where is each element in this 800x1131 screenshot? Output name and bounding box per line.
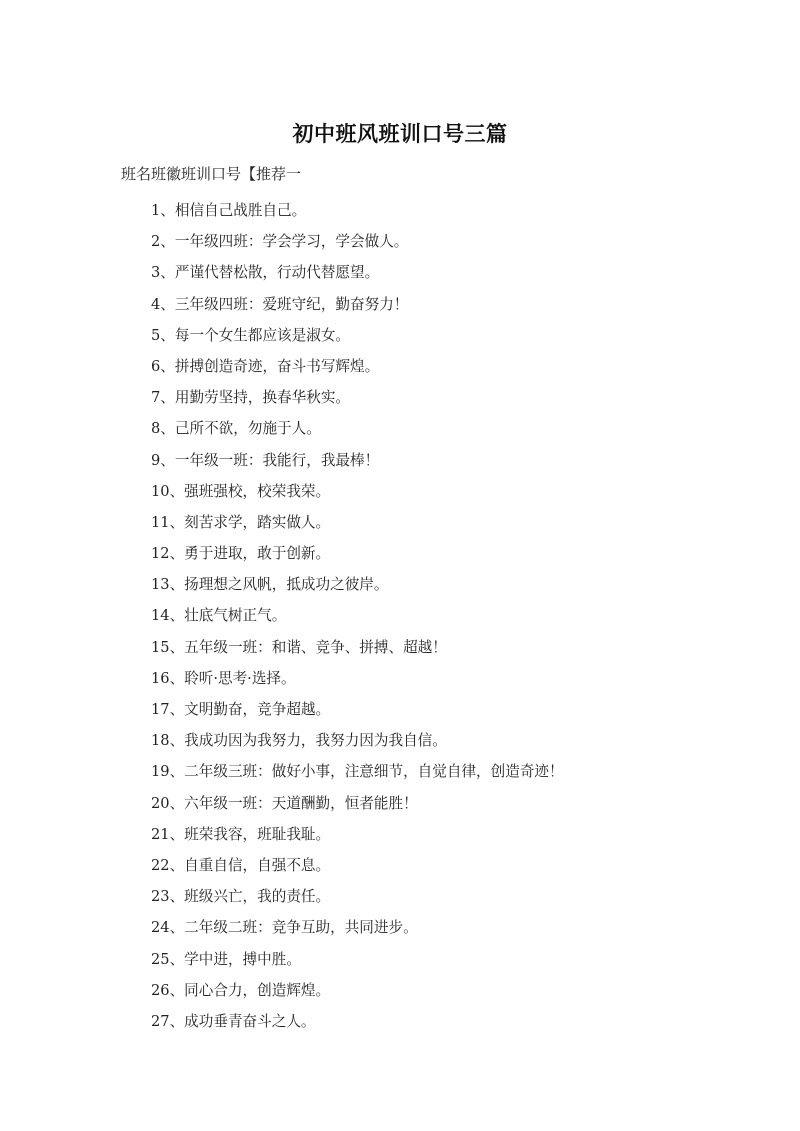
- list-item: 12、勇于进取，敢于创新。: [151, 545, 331, 563]
- list-item: 26、同心合力，创造辉煌。: [151, 981, 331, 999]
- list-item: 15、五年级一班：和谐、竞争、拼搏、超越！: [151, 638, 447, 656]
- document-title: 初中班风班训口号三篇: [292, 122, 508, 146]
- list-item: 24、二年级二班：竞争互助，共同进步。: [151, 919, 418, 937]
- list-item: 6、拼搏创造奇迹，奋斗书写辉煌。: [151, 357, 380, 375]
- list-item: 21、班荣我容，班耻我耻。: [151, 825, 331, 843]
- list-item: 1、相信自己战胜自己。: [151, 202, 307, 219]
- list-item: 19、二年级三班：做好小事，注意细节，自觉自律，创造奇迹！: [151, 763, 564, 781]
- list-item: 9、一年级一班：我能行，我最棒！: [151, 451, 380, 469]
- list-item: 20、六年级一班：天道酬勤，恒者能胜！: [151, 794, 418, 812]
- list-item: 8、己所不欲，勿施于人。: [151, 420, 321, 438]
- list-item: 14、壮底气树正气。: [151, 607, 287, 625]
- slogan-list: [151, 195, 564, 1037]
- list-item: 4、三年级四班：爱班守纪，勤奋努力！: [151, 295, 409, 313]
- list-item: 22、自重自信，自强不息。: [151, 856, 331, 874]
- list-item: 17、文明勤奋，竞争超越。: [151, 701, 331, 718]
- list-item: 2、一年级四班：学会学习，学会做人。: [151, 233, 409, 251]
- list-item: 23、班级兴亡，我的责任。: [151, 888, 331, 906]
- list-item: 11、刻苦求学，踏实做人。: [151, 513, 331, 531]
- list-item: 25、学中进，搏中胜。: [151, 950, 301, 968]
- section-heading: 班名班徽班训口号【推荐一: [121, 165, 302, 183]
- list-item: 13、扬理想之风帆，抵成功之彼岸。: [151, 576, 389, 594]
- list-item: 5、每一个女生都应该是淑女。: [151, 326, 351, 344]
- list-item: 10、强班强校，校荣我荣。: [151, 482, 331, 500]
- list-item: 3、严谨代替松散，行动代替愿望。: [151, 264, 380, 282]
- list-item: 18、我成功因为我努力，我努力因为我自信。: [151, 732, 447, 750]
- list-item: 16、聆听·思考·选择。: [151, 669, 296, 687]
- list-item: 27、成功垂青奋斗之人。: [151, 1012, 316, 1030]
- list-item: 7、用勤劳坚持，换春华秋实。: [151, 389, 351, 407]
